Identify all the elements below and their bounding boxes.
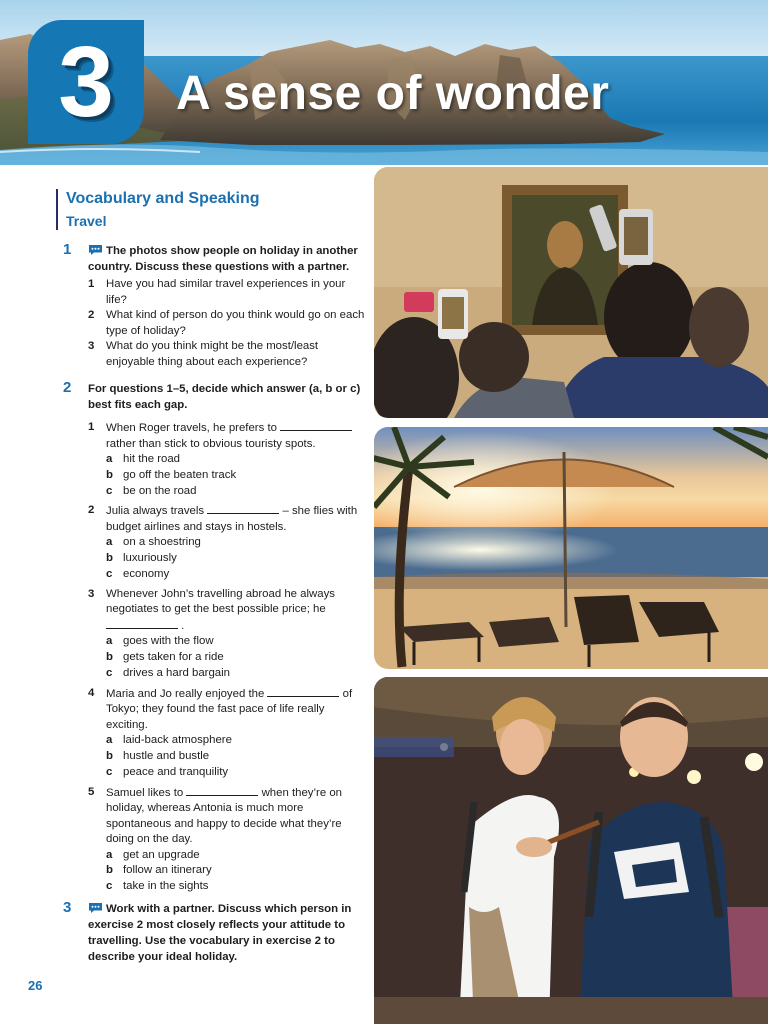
museum-photo bbox=[374, 167, 768, 418]
chapter-title: A sense of wonder bbox=[176, 67, 610, 120]
answer-option[interactable] bbox=[88, 551, 366, 567]
section-heading bbox=[56, 189, 260, 230]
chapter-badge bbox=[28, 20, 144, 144]
gap-question bbox=[88, 686, 366, 734]
instruction-text: Work with a partner. Discuss which person in exercise 2 most closely reflects your attitude to travelling. Use the vocabulary in exercise 2 to describe your ideal holiday. bbox=[88, 903, 352, 963]
answer-gap[interactable] bbox=[186, 785, 258, 796]
option-text: take in the sights bbox=[123, 880, 209, 893]
chapter-number: 3 bbox=[58, 26, 114, 138]
answer-option[interactable] bbox=[88, 848, 366, 864]
answer-option[interactable] bbox=[88, 650, 366, 666]
option-text: luxuriously bbox=[123, 552, 177, 565]
question-text: Maria and Jo really enjoyed the bbox=[106, 687, 268, 700]
option-text: drives a hard bargain bbox=[123, 666, 231, 679]
option-letter: b bbox=[106, 864, 113, 877]
answer-option[interactable] bbox=[88, 765, 366, 781]
answer-option[interactable] bbox=[88, 634, 366, 650]
instruction-text: The photos show people on holiday in another country. Discuss these questions with a partner. bbox=[88, 245, 358, 273]
option-letter: a bbox=[106, 635, 113, 648]
option-text: go off the beaten track bbox=[123, 468, 237, 481]
question-number: 1 bbox=[88, 278, 95, 290]
question-text: when they’re on holiday, whereas Antonia is much more spontaneous and happy to decide what they’re doing on the day. bbox=[106, 786, 342, 846]
question-text: Whenever John’s travelling abroad he always negotiates to get the best possible price; he bbox=[106, 587, 335, 616]
instruction-part: a bbox=[312, 383, 320, 395]
answer-gap[interactable] bbox=[207, 503, 279, 514]
option-letter: b bbox=[106, 468, 113, 481]
question-number: 3 bbox=[88, 587, 95, 600]
option-letter: b bbox=[106, 749, 113, 762]
question-text: of Tokyo; they found the fast pace of life really exciting. bbox=[106, 687, 353, 731]
text-column bbox=[0, 165, 372, 1024]
section-subtitle: Travel bbox=[66, 213, 107, 229]
option-text: goes with the flow bbox=[123, 635, 214, 648]
answer-option[interactable] bbox=[88, 535, 366, 551]
instruction-part: 1–5 bbox=[166, 383, 186, 395]
option-text: gets taken for a ride bbox=[123, 651, 224, 664]
exercise-instruction bbox=[88, 901, 364, 965]
question-item bbox=[88, 277, 366, 308]
exercise-2-items bbox=[88, 420, 366, 895]
option-letter: b bbox=[106, 651, 113, 664]
answer-option[interactable] bbox=[88, 666, 366, 682]
question-number: 4 bbox=[88, 686, 95, 699]
question-number: 3 bbox=[88, 340, 95, 352]
night-market-photo bbox=[374, 677, 768, 1024]
answer-option[interactable] bbox=[88, 749, 366, 765]
option-letter: a bbox=[106, 453, 113, 465]
question-text: When Roger travels, he prefers to bbox=[106, 422, 281, 434]
chapter-banner bbox=[0, 0, 768, 165]
exercise-1-questions bbox=[88, 277, 366, 370]
question-text: – she flies with budget airlines and stays in hostels. bbox=[106, 505, 358, 533]
option-letter: c bbox=[106, 765, 113, 778]
answer-option[interactable] bbox=[88, 567, 366, 583]
option-letter: c bbox=[106, 484, 113, 497]
answer-option[interactable] bbox=[88, 879, 366, 895]
option-text: laid-back atmosphere bbox=[123, 734, 232, 747]
option-letter: a bbox=[106, 734, 113, 747]
option-text: hustle and bustle bbox=[123, 749, 210, 762]
gap-question bbox=[88, 785, 366, 848]
option-letter: a bbox=[106, 536, 113, 549]
question-text: rather than stick to obvious touristy spots. bbox=[106, 437, 316, 450]
option-text: get an upgrade bbox=[123, 848, 200, 861]
instruction-part: ) best fits each gap. bbox=[88, 383, 361, 411]
answer-option[interactable] bbox=[88, 733, 366, 749]
gap-question bbox=[88, 587, 366, 635]
answer-gap[interactable] bbox=[280, 420, 352, 431]
option-text: economy bbox=[123, 567, 170, 580]
option-text: peace and tranquility bbox=[123, 765, 229, 778]
answer-gap[interactable] bbox=[267, 686, 339, 697]
option-letter: c bbox=[106, 880, 113, 893]
instruction-part: c bbox=[350, 383, 357, 395]
question-item bbox=[88, 339, 366, 370]
answer-gap[interactable] bbox=[106, 618, 178, 629]
option-letter: c bbox=[106, 567, 113, 580]
option-text: on a shoestring bbox=[123, 536, 201, 549]
answer-option[interactable] bbox=[88, 452, 366, 468]
question-item bbox=[88, 308, 366, 339]
page-number: 26 bbox=[28, 978, 43, 993]
exercise-instruction bbox=[88, 243, 364, 275]
option-text: hit the road bbox=[123, 453, 180, 465]
section-title: Vocabulary and Speaking bbox=[66, 190, 260, 207]
question-text: What kind of person do you think would go on each type of holiday? bbox=[106, 309, 365, 337]
exercise-number: 2 bbox=[63, 379, 72, 396]
answer-option[interactable] bbox=[88, 468, 366, 484]
gap-question bbox=[88, 420, 366, 452]
question-number: 2 bbox=[88, 504, 95, 517]
option-letter: c bbox=[106, 666, 113, 679]
speech-bubble-icon bbox=[88, 902, 103, 914]
speech-bubble-icon bbox=[88, 244, 103, 256]
option-letter: a bbox=[106, 848, 113, 861]
question-number: 5 bbox=[88, 785, 95, 798]
exercise-instruction bbox=[88, 381, 364, 413]
instruction-part: b bbox=[325, 383, 333, 395]
gap-question bbox=[88, 503, 366, 535]
instruction-part: , bbox=[319, 383, 326, 395]
answer-option[interactable] bbox=[88, 863, 366, 879]
question-text: Samuel likes to bbox=[106, 786, 187, 799]
question-number: 1 bbox=[88, 421, 95, 433]
question-number: 2 bbox=[88, 309, 95, 321]
instruction-part: or bbox=[332, 383, 351, 395]
option-text: follow an itinerary bbox=[123, 864, 212, 877]
beach-photo bbox=[374, 427, 768, 669]
question-text: Have you had similar travel experiences in your life? bbox=[106, 278, 346, 306]
option-letter: b bbox=[106, 552, 113, 565]
exercise-number: 3 bbox=[63, 899, 72, 916]
question-text: . bbox=[178, 619, 185, 632]
instruction-part: For questions bbox=[88, 383, 167, 395]
exercise-number: 1 bbox=[63, 241, 72, 258]
option-text: be on the road bbox=[123, 484, 197, 497]
question-text: What do you think might be the most/least enjoyable thing about each experience? bbox=[106, 340, 319, 368]
answer-option[interactable] bbox=[88, 484, 366, 500]
instruction-part: , decide which answer ( bbox=[185, 383, 313, 395]
question-text: Julia always travels bbox=[106, 505, 208, 518]
